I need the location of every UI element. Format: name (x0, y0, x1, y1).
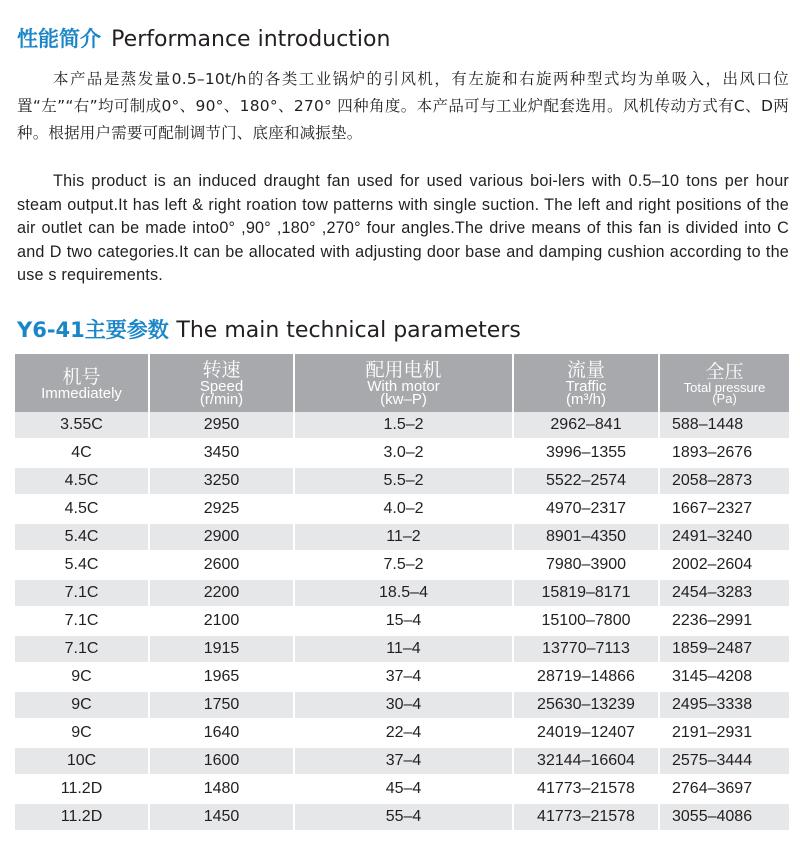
cell-model: 11.2D (15, 803, 149, 831)
header-flow (513, 354, 659, 412)
cell-motor: 22–4 (294, 719, 513, 747)
cell-pressure: 2575–3444 (659, 747, 789, 775)
cell-speed: 2100 (149, 607, 294, 635)
cell-model: 7.1C (15, 607, 149, 635)
cell-motor: 45–4 (294, 775, 513, 803)
cell-motor: 37–4 (294, 663, 513, 691)
cell-pressure: 3055–4086 (659, 803, 789, 831)
cell-flow: 3996–1355 (513, 439, 659, 467)
cell-model: 4C (15, 439, 149, 467)
cell-motor: 37–4 (294, 747, 513, 775)
cell-speed: 2600 (149, 551, 294, 579)
cell-pressure: 2491–3240 (659, 523, 789, 551)
cell-motor: 5.5–2 (294, 467, 513, 495)
header-speed (149, 354, 294, 412)
intro-title-cn: 性能简介 (17, 27, 101, 51)
header-pressure-cn: 全压 (705, 361, 744, 383)
table-row (15, 523, 789, 551)
header-pressure-unit: (Pa) (712, 391, 737, 406)
cell-flow: 15100–7800 (513, 607, 659, 635)
cell-model: 9C (15, 719, 149, 747)
params-title-cn: Y6-41主要参数 (17, 318, 169, 342)
header-speed-cn: 转速 (202, 358, 241, 381)
cell-motor: 55–4 (294, 803, 513, 831)
cell-pressure: 3145–4208 (659, 663, 789, 691)
header-flow-cn: 流量 (566, 358, 605, 381)
cell-model: 9C (15, 663, 149, 691)
cell-model: 11.2D (15, 775, 149, 803)
table-row (15, 691, 789, 719)
header-flow-en: Traffic (565, 377, 607, 395)
cell-flow: 25630–13239 (513, 691, 659, 719)
cell-model: 9C (15, 691, 149, 719)
params-section-title (17, 314, 521, 344)
table-row (15, 635, 789, 663)
cell-model: 5.4C (15, 523, 149, 551)
cell-pressure: 2236–2991 (659, 607, 789, 635)
header-model (15, 354, 149, 412)
table-row (15, 467, 789, 495)
cell-motor: 11–2 (294, 523, 513, 551)
cell-model: 5.4C (15, 551, 149, 579)
table-row (15, 803, 789, 831)
header-motor (294, 354, 513, 412)
cell-flow: 5522–2574 (513, 467, 659, 495)
cell-pressure: 2191–2931 (659, 719, 789, 747)
cell-speed: 2950 (149, 412, 294, 439)
cell-flow: 24019–12407 (513, 719, 659, 747)
cell-speed: 2200 (149, 579, 294, 607)
table-row (15, 439, 789, 467)
cell-pressure: 2454–3283 (659, 579, 789, 607)
cell-model: 4.5C (15, 495, 149, 523)
cell-speed: 1915 (149, 635, 294, 663)
params-title-en: The main technical parameters (176, 318, 521, 343)
cell-model: 4.5C (15, 467, 149, 495)
header-model-cn: 机号 (62, 365, 101, 388)
cell-speed: 1965 (149, 663, 294, 691)
cell-pressure: 588–1448 (659, 412, 789, 439)
cell-flow: 7980–3900 (513, 551, 659, 579)
table-row (15, 579, 789, 607)
header-motor-cn: 配用电机 (365, 358, 442, 381)
cell-flow: 41773–21578 (513, 775, 659, 803)
header-motor-en: With motor (367, 377, 440, 395)
cell-speed: 1450 (149, 803, 294, 831)
cell-model: 7.1C (15, 635, 149, 663)
cell-flow: 4970–2317 (513, 495, 659, 523)
table-body (15, 412, 789, 831)
cell-model: 7.1C (15, 579, 149, 607)
header-pressure (659, 354, 789, 412)
table-header-row (15, 354, 789, 412)
intro-paragraph-en: This product is an induced draught fan used for used various boi-lers with 0.5–10 tons per hour steam output.It has left & right roation tow patterns with single suction. The left and right positions of the air outlet can be made into0° ,90° ,180° ,270° four angles.The drive means of this fan is divided into C and D two categories.It can be allocated with adjusting door base and damping cushion according to the use s requirements. (17, 172, 789, 285)
cell-motor: 7.5–2 (294, 551, 513, 579)
header-speed-unit: (r/min) (199, 390, 244, 408)
cell-speed: 1480 (149, 775, 294, 803)
cell-pressure: 1893–2676 (659, 439, 789, 467)
table-row (15, 495, 789, 523)
cell-speed: 1750 (149, 691, 294, 719)
header-pressure-en: Total pressure (683, 380, 766, 395)
cell-pressure: 2495–3338 (659, 691, 789, 719)
table-row (15, 775, 789, 803)
table-row (15, 412, 789, 439)
table-row (15, 663, 789, 691)
cell-speed: 2925 (149, 495, 294, 523)
cell-flow: 2962–841 (513, 412, 659, 439)
cell-flow: 13770–7113 (513, 635, 659, 663)
cell-motor: 3.0–2 (294, 439, 513, 467)
cell-pressure: 1667–2327 (659, 495, 789, 523)
cell-pressure: 2764–3697 (659, 775, 789, 803)
cell-flow: 32144–16604 (513, 747, 659, 775)
table-row (15, 747, 789, 775)
cell-speed: 2900 (149, 523, 294, 551)
cell-flow: 28719–14866 (513, 663, 659, 691)
cell-motor: 15–4 (294, 607, 513, 635)
cell-pressure: 1859–2487 (659, 635, 789, 663)
cell-speed: 3250 (149, 467, 294, 495)
cell-pressure: 2058–2873 (659, 467, 789, 495)
table-row (15, 551, 789, 579)
cell-flow: 8901–4350 (513, 523, 659, 551)
table-row (15, 607, 789, 635)
cell-flow: 15819–8171 (513, 579, 659, 607)
header-model-en: Immediately (41, 384, 122, 402)
cell-motor: 1.5–2 (294, 412, 513, 439)
cell-motor: 4.0–2 (294, 495, 513, 523)
cell-speed: 1640 (149, 719, 294, 747)
cell-speed: 1600 (149, 747, 294, 775)
header-speed-en: Speed (199, 377, 244, 395)
cell-speed: 3450 (149, 439, 294, 467)
intro-title-en: Performance introduction (111, 27, 391, 52)
cell-flow: 41773–21578 (513, 803, 659, 831)
cell-motor: 11–4 (294, 635, 513, 663)
cell-motor: 18.5–4 (294, 579, 513, 607)
cell-model: 3.55C (15, 412, 149, 439)
header-flow-unit: (m³/h) (566, 390, 606, 408)
intro-paragraph-cn: 本产品是蒸发量0.5–10t/h的各类工业锅炉的引风机，有左旋和右旋两种型式均为单吸入，出风口位置“左”“右”均可制成0°、90°、180°、270° 四种角度。本产品可与工业炉配套选用。风机传动方式有C、D两种。根据用户需要可配制调节门、底座和减振垫。 (17, 70, 789, 142)
parameters-table (15, 354, 789, 832)
intro-section-title (17, 16, 390, 54)
cell-model: 10C (15, 747, 149, 775)
header-motor-unit: (kw–P) (380, 390, 427, 408)
table-row (15, 719, 789, 747)
cell-motor: 30–4 (294, 691, 513, 719)
cell-pressure: 2002–2604 (659, 551, 789, 579)
